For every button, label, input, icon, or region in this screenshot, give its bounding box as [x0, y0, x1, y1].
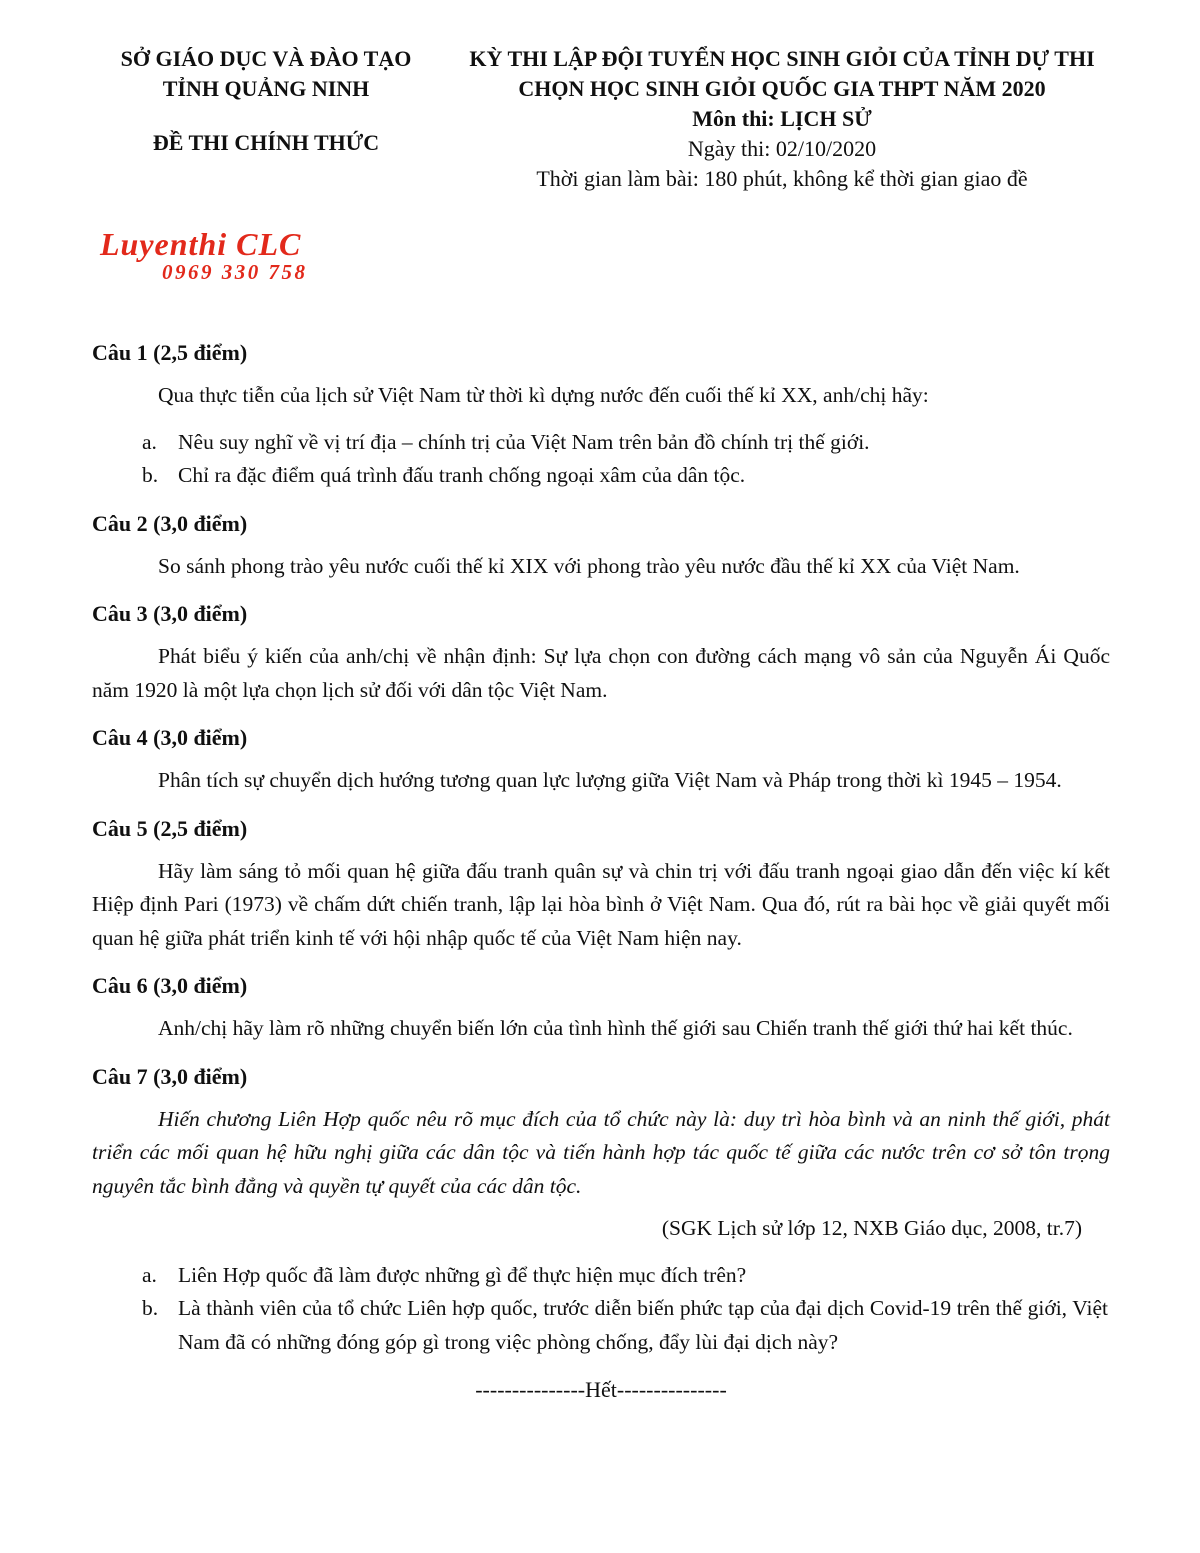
question-4-text: Phân tích sự chuyển dịch hướng tương quan lực lượng giữa Việt Nam và Pháp trong thời kì 1945 – 1954. [158, 768, 1062, 792]
list-item-marker: b. [142, 1296, 159, 1320]
question-3 [92, 597, 1110, 707]
question-7-source-citation: (SGK Lịch sử lớp 12, NXB Giáo dục, 2008, tr.7) [661, 1216, 1082, 1240]
question-3-heading: Câu 3 (3,0 điểm) [92, 601, 248, 626]
question-5-text: Hãy làm sáng tỏ mối quan hệ giữa đấu tranh quân sự và chin trị với đấu tranh ngoại giao dẫn đến việc kí kết Hiệp định Pari (1973) về chấm dứt chiến tranh, lập lại hòa bình ở Việt Nam. Qua đó, rút ra bài học về giải quyết mối quan hệ giữa phát triển kinh tế với hội nhập quốc tế của Việt Nam hiện nay. [92, 858, 1110, 950]
question-6-text: Anh/chị hãy làm rõ những chuyển biến lớn của tình hình thế giới sau Chiến tranh thế giới thứ hai kết thúc. [158, 1016, 1073, 1040]
list-item-marker: a. [142, 429, 157, 454]
exam-header [92, 44, 1110, 194]
exam-duration: Thời gian làm bài: 180 phút, không kể thời gian giao đề [536, 166, 1028, 191]
official-exam-label: ĐỀ THI CHÍNH THỨC [152, 130, 380, 155]
question-7-heading: Câu 7 (3,0 điểm) [92, 1063, 248, 1089]
list-item [142, 1259, 1110, 1293]
question-6-heading: Câu 6 (3,0 điểm) [92, 973, 248, 998]
question-4-heading: Câu 4 (3,0 điểm) [92, 725, 248, 750]
list-item-marker: a. [142, 1262, 157, 1287]
list-item-text: Liên Hợp quốc đã làm được những gì để thực hiện mục đích trên? [178, 1262, 747, 1287]
department-name-line1: SỞ GIÁO DỤC VÀ ĐÀO TẠO [120, 46, 412, 71]
question-1-intro: Qua thực tiễn của lịch sử Việt Nam từ thời kì dựng nước đến cuối thế kỉ XX, anh/chị hãy: [158, 383, 929, 407]
question-5-heading: Câu 5 (2,5 điểm) [92, 815, 248, 841]
department-name-line2: TỈNH QUẢNG NINH [162, 76, 370, 101]
question-4 [92, 721, 1110, 798]
question-1 [92, 336, 1110, 493]
question-2 [92, 507, 1110, 584]
question-7-list [142, 1259, 1110, 1360]
exam-title-line2: CHỌN HỌC SINH GIỎI QUỐC GIA THPT NĂM 2020 [518, 76, 1046, 101]
list-item [142, 459, 1110, 493]
list-item-text: Nêu suy nghĩ về vị trí địa – chính trị của Việt Nam trên bản đồ chính trị thế giới. [178, 429, 870, 454]
end-of-exam-marker: ---------------Hết--------------- [475, 1377, 727, 1402]
exam-title-line1: KỲ THI LẬP ĐỘI TUYỂN HỌC SINH GIỎI CỦA TỈNH DỰ THI [469, 46, 1095, 71]
question-7 [92, 1060, 1110, 1360]
question-6 [92, 969, 1110, 1046]
question-3-text: Phát biểu ý kiến của anh/chị về nhận định: Sự lựa chọn con đường cách mạng vô sản của Nguyễn Ái Quốc năm 1920 là một lựa chọn lịch sử đối với dân tộc Việt Nam. [92, 644, 1110, 702]
question-2-text: So sánh phong trào yêu nước cuối thế kỉ XIX với phong trào yêu nước đầu thế kỉ XX của Việt Nam. [158, 553, 1020, 578]
watermark-logo [100, 228, 360, 284]
logo-brand-text: Luyenthi CLC [100, 226, 302, 262]
logo-phone-number: 0969 330 758 [162, 260, 308, 284]
exam-subject: Môn thi: LỊCH SỬ [692, 106, 872, 131]
exam-date: Ngày thi: 02/10/2020 [687, 136, 877, 161]
questions-section [92, 336, 1110, 1359]
list-item-text: Là thành viên của tổ chức Liên hợp quốc, trước diễn biến phức tạp của đại dịch Covid-19 trên thế giới, Việt Nam đã có những đóng góp gì trong việc phòng chống, đẩy lùi đại dịch này? [178, 1296, 1108, 1354]
question-7-quote: Hiến chương Liên Hợp quốc nêu rõ mục đích của tổ chức này là: duy trì hòa bình và an ninh thế giới, phát triển các mối quan hệ hữu nghị giữa các dân tộc và tiến hành hợp tác quốc tế giữa các nước trên cơ sở tôn trọng nguyên tắc bình đẳng và quyền tự quyết của các dân tộc. [92, 1106, 1110, 1198]
question-2-heading: Câu 2 (3,0 điểm) [92, 510, 248, 536]
question-1-list [142, 426, 1110, 493]
question-5 [92, 812, 1110, 956]
list-item [142, 1292, 1110, 1359]
question-1-heading: Câu 1 (2,5 điểm) [92, 340, 248, 365]
list-item [142, 426, 1110, 460]
list-item-text: Chỉ ra đặc điểm quá trình đấu tranh chống ngoại xâm của dân tộc. [178, 463, 746, 487]
list-item-marker: b. [142, 463, 159, 487]
exam-title-block [440, 44, 1110, 194]
issuing-authority-block [92, 44, 440, 158]
